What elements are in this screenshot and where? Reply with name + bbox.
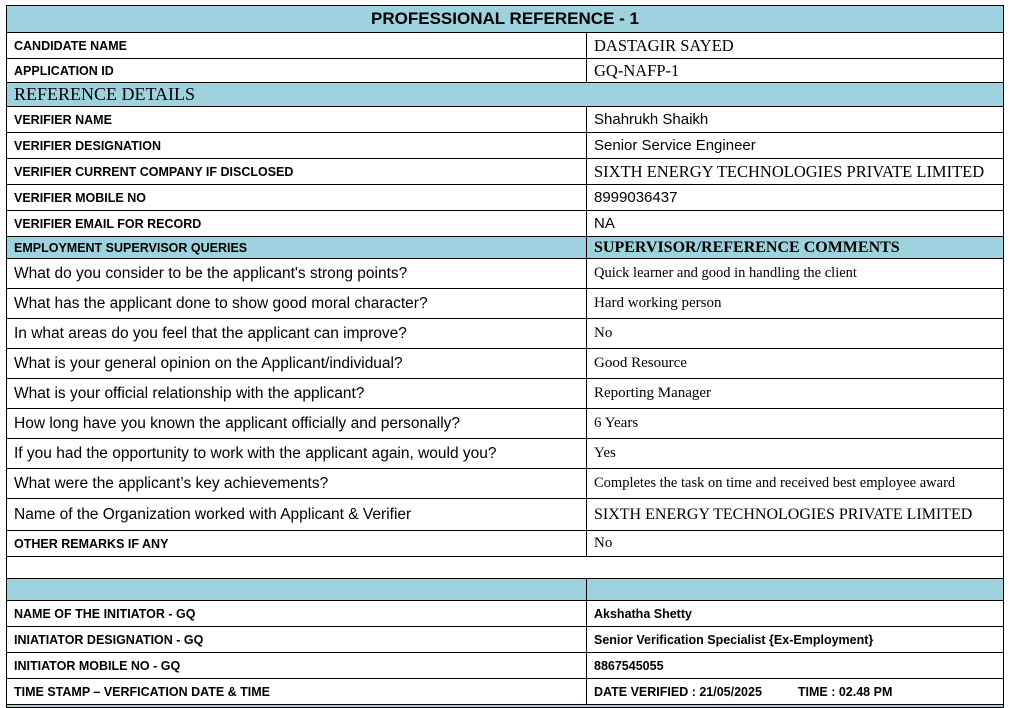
form-title: PROFESSIONAL REFERENCE - 1 [7, 6, 1004, 33]
query-answer: SIXTH ENERGY TECHNOLOGIES PRIVATE LIMITED [587, 499, 1004, 531]
initiator-mobile-label: INITIATOR MOBILE NO - GQ [7, 653, 587, 679]
verifier-email-value: NA [587, 211, 1004, 237]
query-answer: Quick learner and good in handling the client [587, 259, 1004, 289]
query-answer: Yes [587, 439, 1004, 469]
verifier-designation-label: VERIFIER DESIGNATION [7, 133, 587, 159]
application-id-value: GQ-NAFP-1 [587, 59, 1004, 83]
timestamp-label: TIME STAMP – VERFICATION DATE & TIME [7, 679, 587, 705]
application-id-label: APPLICATION ID [7, 59, 587, 83]
initiator-name-value: Akshatha Shetty [587, 601, 1004, 627]
query-question: What is your official relationship with the applicant? [7, 379, 587, 409]
verifier-mobile-label: VERIFIER MOBILE NO [7, 185, 587, 211]
query-answer: Good Resource [587, 349, 1004, 379]
reference-details-heading: REFERENCE DETAILS [7, 83, 1004, 107]
footer-strip [7, 705, 1004, 708]
verifier-name-label: VERIFIER NAME [7, 107, 587, 133]
query-question: What has the applicant done to show good moral character? [7, 289, 587, 319]
query-answer: No [587, 319, 1004, 349]
blank-row [7, 557, 1004, 579]
query-answer: Completes the task on time and received best employee award [587, 469, 1004, 499]
time-verified: TIME : 02.48 PM [797, 684, 893, 699]
query-answer: 6 Years [587, 409, 1004, 439]
verifier-mobile-value: 8999036437 [587, 185, 1004, 211]
query-answer: Reporting Manager [587, 379, 1004, 409]
blank-header-cell [587, 579, 1004, 601]
verifier-company-value: SIXTH ENERGY TECHNOLOGIES PRIVATE LIMITED [587, 159, 1004, 185]
verifier-name-value: Shahrukh Shaikh [587, 107, 1004, 133]
other-remarks-value: No [587, 531, 1004, 557]
other-remarks-label: OTHER REMARKS IF ANY [7, 531, 587, 557]
initiator-name-label: NAME OF THE INITIATOR - GQ [7, 601, 587, 627]
query-answer: Hard working person [587, 289, 1004, 319]
timestamp-value [587, 679, 1004, 705]
query-question: What were the applicant’s key achievements? [7, 469, 587, 499]
candidate-name-value: DASTAGIR SAYED [587, 33, 1004, 59]
verifier-designation-value: Senior Service Engineer [587, 133, 1004, 159]
verifier-email-label: VERIFIER EMAIL FOR RECORD [7, 211, 587, 237]
query-question: If you had the opportunity to work with the applicant again, would you? [7, 439, 587, 469]
query-question: How long have you known the applicant officially and personally? [7, 409, 587, 439]
query-question: In what areas do you feel that the applicant can improve? [7, 319, 587, 349]
queries-header: EMPLOYMENT SUPERVISOR QUERIES [7, 237, 587, 259]
query-question: What do you consider to be the applicant's strong points? [7, 259, 587, 289]
verifier-company-label: VERIFIER CURRENT COMPANY IF DISCLOSED [7, 159, 587, 185]
initiator-designation-value: Senior Verification Specialist {Ex-Employment} [587, 627, 1004, 653]
blank-header-cell [7, 579, 587, 601]
initiator-designation-label: INIATIATOR DESIGNATION - GQ [7, 627, 587, 653]
candidate-name-label: CANDIDATE NAME [7, 33, 587, 59]
query-question: Name of the Organization worked with Applicant & Verifier [7, 499, 587, 531]
query-question: What is your general opinion on the Applicant/individual? [7, 349, 587, 379]
comments-header: SUPERVISOR/REFERENCE COMMENTS [587, 237, 1004, 259]
reference-form-table [6, 5, 1004, 708]
date-verified: DATE VERIFIED : 21/05/2025 [594, 684, 762, 699]
initiator-mobile-value: 8867545055 [587, 653, 1004, 679]
